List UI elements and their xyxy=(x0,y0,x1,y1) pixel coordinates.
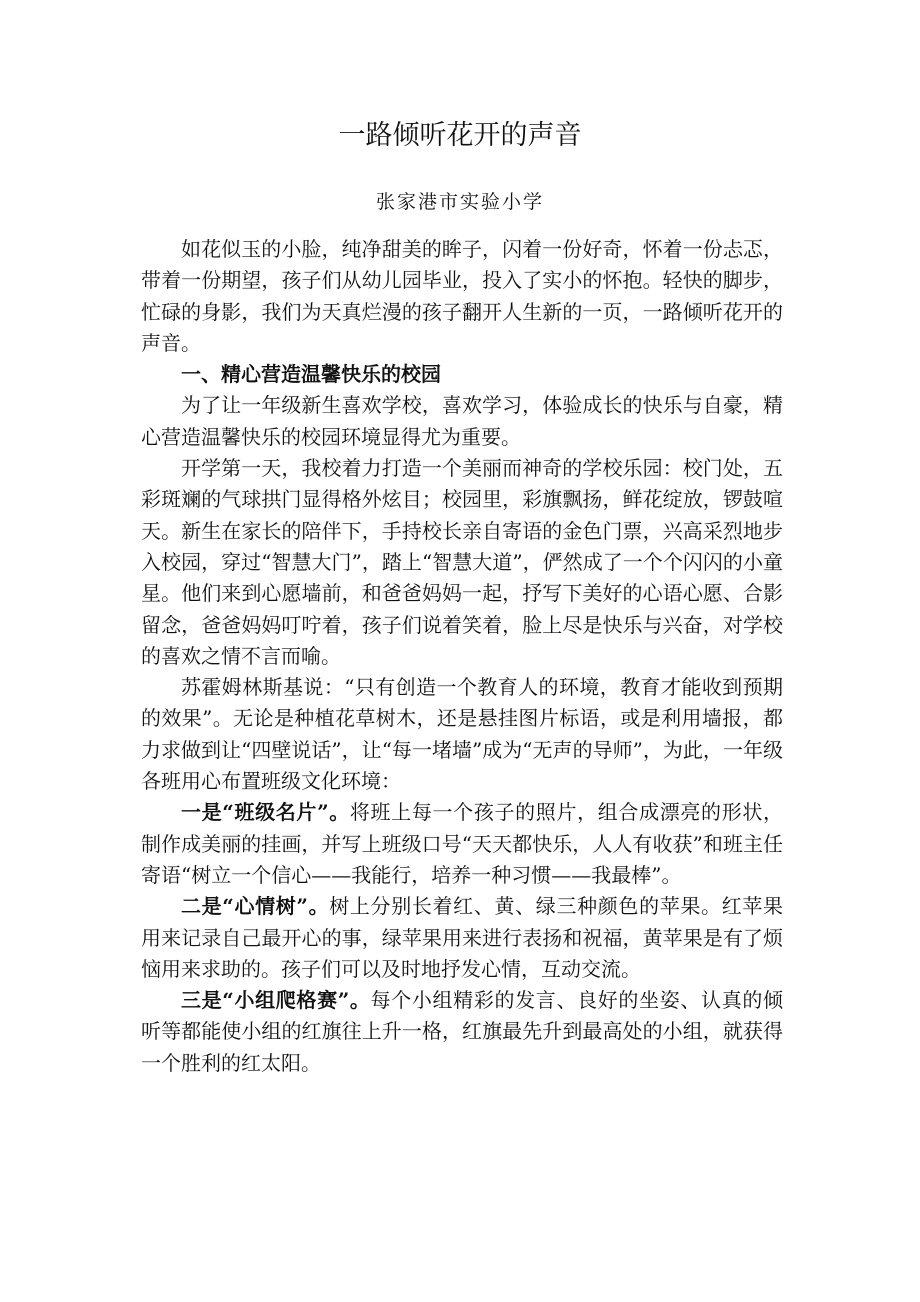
list-item-text: 将班上每一个孩子的照片，组合成漂亮的形状，制作成美丽的挂画，并写上班级口号“天天都快乐，人人有收获”和班主任寄语“树立一个信心——我能行，培养一种习惯——我最棒”。 xyxy=(141,800,783,887)
paragraph-2: 开学第一天，我校着力打造一个美丽而神奇的学校乐园：校门处，五彩斑斓的气球拱门显得格外炫目；校园里，彩旗飘扬，鲜花绽放，锣鼓喧天。新生在家长的陪伴下，手持校长亲自寄语的金色门票，兴高采烈地步入校园，穿过“智慧大门”，踏上“智慧大道”，俨然成了一个个闪闪的小童星。他们来到心愿墙前，和爸爸妈妈一起，抒写下美好的心语心愿、合影留念，爸爸妈妈叮咛着，孩子们说着笑着，脸上尽是快乐与兴奋，对学校的喜欢之情不言而喻。 xyxy=(141,456,783,668)
article-body xyxy=(141,234,783,1079)
list-item-group-race xyxy=(141,985,783,1079)
section-heading: 一、精心营造温馨快乐的校园 xyxy=(181,362,441,387)
list-item-lead: 三是“小组爬格赛”。 xyxy=(181,988,371,1013)
page-title: 一路倾听花开的声音 xyxy=(338,120,582,151)
intro-paragraph: 如花似玉的小脸，纯净甜美的眸子，闪着一份好奇，怀着一份忐忑，带着一份期望，孩子们从幼儿园毕业，投入了实小的怀抱。轻快的脚步，忙碌的身影，我们为天真烂漫的孩子翻开人生新的一页，一路倾听花开的声音。 xyxy=(141,237,783,355)
school-name: 张家港市实验小学 xyxy=(375,191,544,213)
paragraph-1: 为了让一年级新生喜欢学校，喜欢学习，体验成长的快乐与自豪，精心营造温馨快乐的校园环境显得尤为重要。 xyxy=(141,393,783,449)
list-item-lead: 一是“班级名片”。 xyxy=(181,800,350,825)
list-item-mood-tree xyxy=(141,891,783,985)
list-item-class-card xyxy=(141,797,783,891)
list-item-text: 树上分别长着红、黄、绿三种颜色的苹果。红苹果用来记录自己最开心的事，绿苹果用来进行表扬和祝福，黄苹果是有了烦恼用来求助的。孩子们可以及时地抒发心情，互动交流。 xyxy=(141,894,783,981)
list-item-lead: 二是“心情树”。 xyxy=(181,894,330,919)
paragraph-3: 苏霍姆林斯基说：“只有创造一个教育人的环境，教育才能收到预期的效果”。无论是种植花草树木，还是悬挂图片标语，或是利用墙报，都力求做到让“四壁说话”，让“每一堵墙”成为“无声的导师”，为此，一年级各班用心布置班级文化环境： xyxy=(141,675,783,794)
list-item-text: 每个小组精彩的发言、良好的坐姿、认真的倾听等都能使小组的红旗往上升一格，红旗最先升到最高处的小组，就获得一个胜利的红太阳。 xyxy=(141,988,784,1075)
